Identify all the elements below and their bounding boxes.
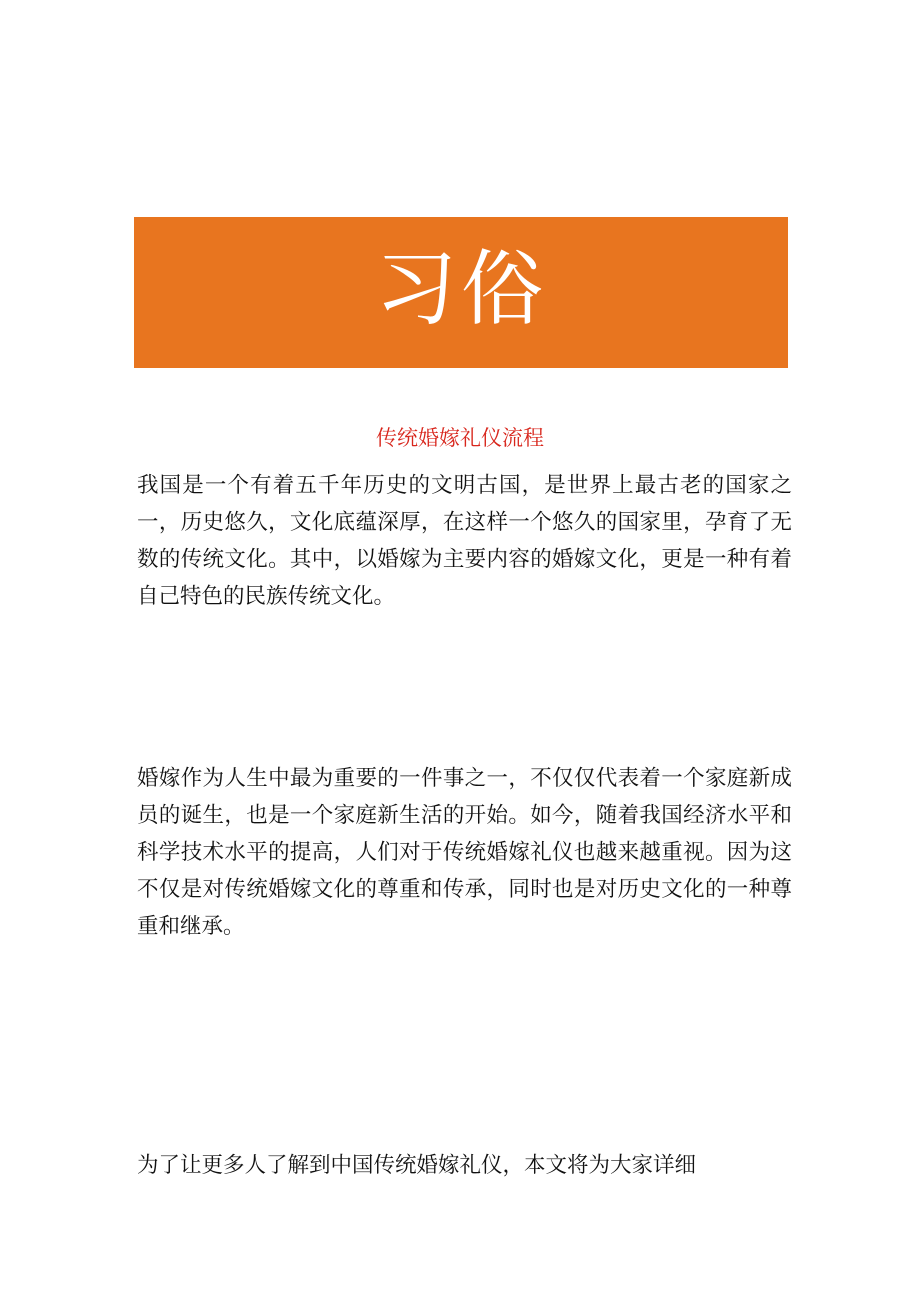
document-heading: 传统婚嫁礼仪流程 <box>376 426 544 450</box>
paragraph-purpose: 为了让更多人了解到中国传统婚嫁礼仪，本文将为大家详细 <box>137 1153 697 1178</box>
paragraph-intro: 我国是一个有着五千年历史的文明古国，是世界上最古老的国家之一，历史悠久，文化底蕴深厚，在这样一个悠久的国家里，孕育了无数的传统文化。其中，以婚嫁为主要内容的婚嫁文化，更是一种有着自己特色的民族传统文化。 <box>137 473 792 609</box>
banner-title: 习俗 <box>374 241 547 337</box>
paragraph-importance: 婚嫁作为人生中最为重要的一件事之一，不仅仅代表着一个家庭新成员的诞生，也是一个家庭新生活的开始。如今，随着我国经济水平和科学技术水平的提高，人们对于传统婚嫁礼仪也越来越重视。因为这不仅是对传统婚嫁文化的尊重和传承，同时也是对历史文化的一种尊重和继承。 <box>137 766 792 939</box>
title-banner <box>134 217 788 368</box>
